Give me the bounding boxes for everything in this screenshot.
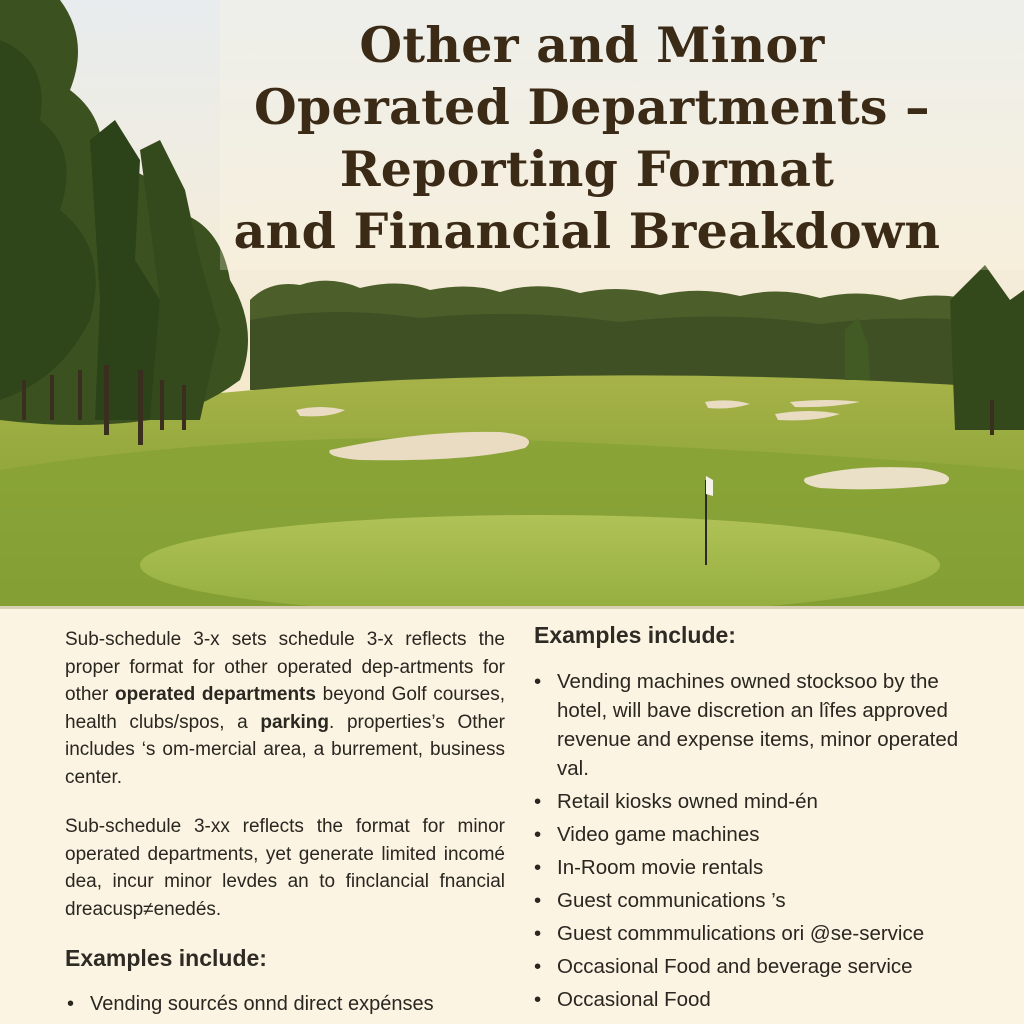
list-item <box>534 853 984 882</box>
left-examples-heading: Examples include: <box>65 945 267 971</box>
list-item <box>65 990 505 1018</box>
list-item-text: Video game machines <box>557 823 760 846</box>
intro-text-3: . properties’s Other includes ‘s om-mercial area, a burrement, business center. <box>65 711 505 788</box>
right-examples-list <box>534 667 984 1014</box>
title-line-4: and Financial Breakdown <box>233 202 941 260</box>
bullet-icon: • <box>67 993 75 1015</box>
list-item <box>534 952 984 981</box>
bullet-icon: • <box>534 889 542 912</box>
title-line-2: Operated Departments – <box>254 78 930 136</box>
right-examples-heading: Examples include: <box>534 622 736 648</box>
bullet-icon: • <box>534 922 542 945</box>
list-item <box>534 886 984 915</box>
list-item-text: Vending machines owned stocksoo by the hotel, will bave discretion an lîfes approved revenue and expense items, minor operated val. <box>557 670 959 780</box>
list-item-text: Vending sourcés onnd direct expénses <box>90 993 434 1015</box>
list-item <box>534 787 984 816</box>
intro-paragraph <box>65 626 505 791</box>
list-item-text: Guest communications ’s <box>557 889 786 912</box>
list-item-text: In-Room movie rentals <box>557 856 764 879</box>
left-column <box>65 626 505 1018</box>
bullet-icon: • <box>534 988 542 1011</box>
title-line-3: Reporting Format <box>339 140 835 198</box>
left-examples-list <box>65 990 505 1018</box>
list-item-text: Retail kiosks owned mind-én <box>557 790 818 813</box>
list-item <box>534 985 984 1014</box>
list-item-text: Occasional Food <box>557 988 711 1011</box>
list-item <box>534 820 984 849</box>
bullet-icon: • <box>534 790 542 813</box>
bullet-icon: • <box>534 856 542 879</box>
list-item <box>534 919 984 948</box>
minor-departments-paragraph: Sub-schedule 3-xx reflects the format for minor operated departments, yet generate limited incomé dea, incur minor levdes an to finclancial fnancial dreacusp≠enedés. <box>65 816 505 920</box>
intro-text-1: Sub-schedule 3-x sets schedule 3-x reflects the proper format for other operated dep-artments for other <box>65 629 505 705</box>
page-title <box>0 14 1024 262</box>
list-item-text: Occasional Food and beverage service <box>557 955 913 978</box>
list-item-text: Guest commmulications ori @se-service <box>557 922 925 945</box>
list-item <box>534 667 984 783</box>
section-divider <box>0 606 1024 609</box>
bullet-icon: • <box>534 823 542 846</box>
intro-bold-2: parking <box>260 711 329 733</box>
right-column <box>534 622 984 1018</box>
bullet-icon: • <box>534 670 542 693</box>
intro-bold-1: operated departments <box>115 684 316 705</box>
bullet-icon: • <box>534 955 542 978</box>
title-line-1: Other and Minor <box>359 16 825 74</box>
intro-text-2: beyond Golf courses, health clubs/spos, a <box>65 684 505 733</box>
